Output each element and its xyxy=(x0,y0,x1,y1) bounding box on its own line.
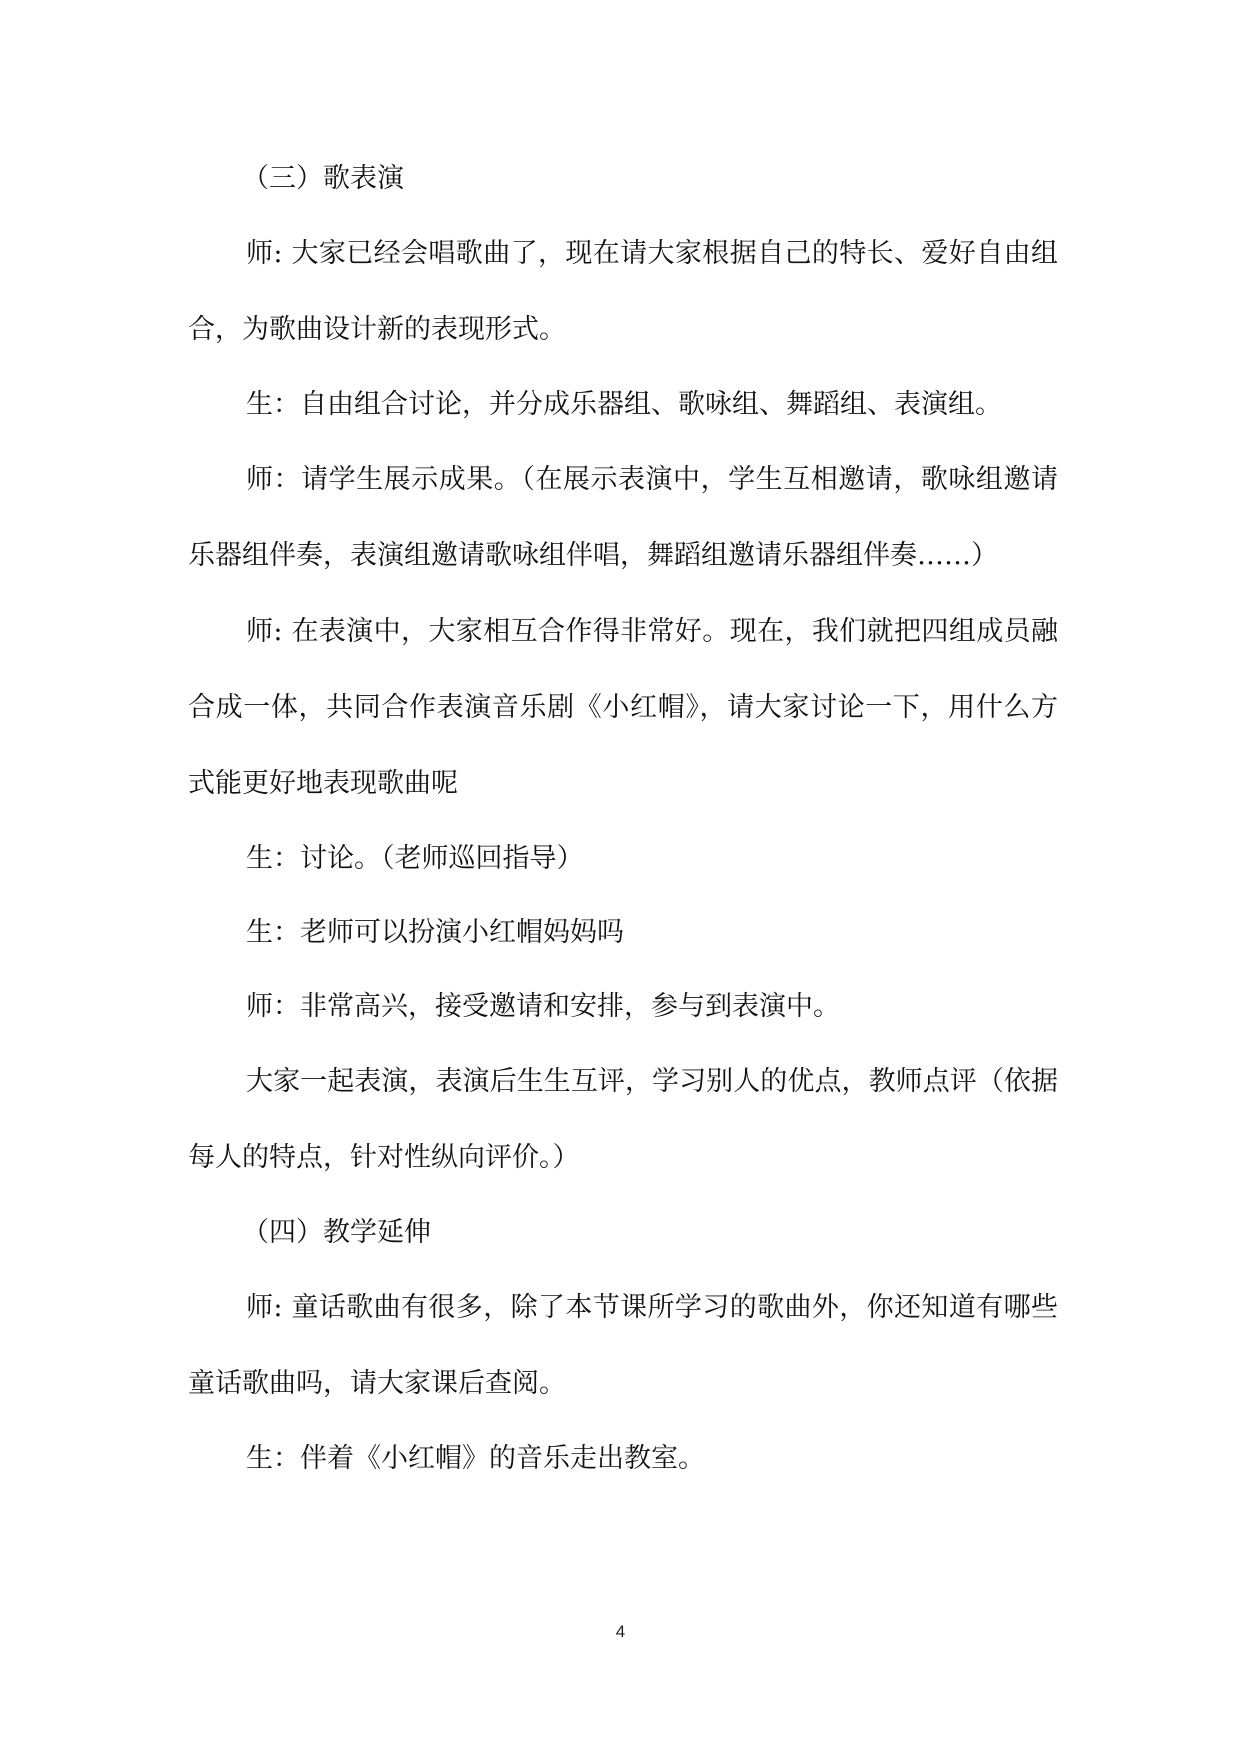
paragraph: 生：老师可以扮演小红帽妈妈吗 xyxy=(246,917,624,948)
section-heading-4: （四）教学延伸 xyxy=(242,1217,431,1248)
paragraph: 大家一起表演，表演后生生互评，学习别人的优点，教师点评（依据每人的特点，针对性纵向评价。） xyxy=(188,1066,1058,1173)
paragraph: 生：讨论。（老师巡回指导） xyxy=(246,843,584,874)
section-heading-3: （三）歌表演 xyxy=(242,163,404,194)
paragraph: 生：自由组合讨论，并分成乐器组、歌咏组、舞蹈组、表演组。 xyxy=(246,389,1002,420)
paragraph: 师: 在表演中，大家相互合作得非常好。现在，我们就把四组成员融合成一体，共同合作表演音乐剧《小红帽》，请大家讨论一下，用什么方式能更好地表现歌曲呢 xyxy=(188,616,1058,799)
paragraph: 师: 大家已经会唱歌曲了，现在请大家根据自己的特长、爱好自由组合，为歌曲设计新的表现形式。 xyxy=(188,238,1058,345)
page-number: 4 xyxy=(615,1622,626,1641)
document-body xyxy=(188,142,1058,1496)
paragraph: 师: 童话歌曲有很多，除了本节课所学习的歌曲外，你还知道有哪些童话歌曲吗，请大家课后查阅。 xyxy=(188,1292,1058,1399)
paragraph: 师：非常高兴，接受邀请和安排，参与到表演中。 xyxy=(246,991,840,1022)
paragraph: 生：伴着《小红帽》的音乐走出教室。 xyxy=(246,1443,705,1474)
paragraph: 师：请学生展示成果。（在展示表演中，学生互相邀请，歌咏组邀请乐器组伴奏，表演组邀请歌咏组伴唱，舞蹈组邀请乐器组伴奏……） xyxy=(188,464,1058,571)
